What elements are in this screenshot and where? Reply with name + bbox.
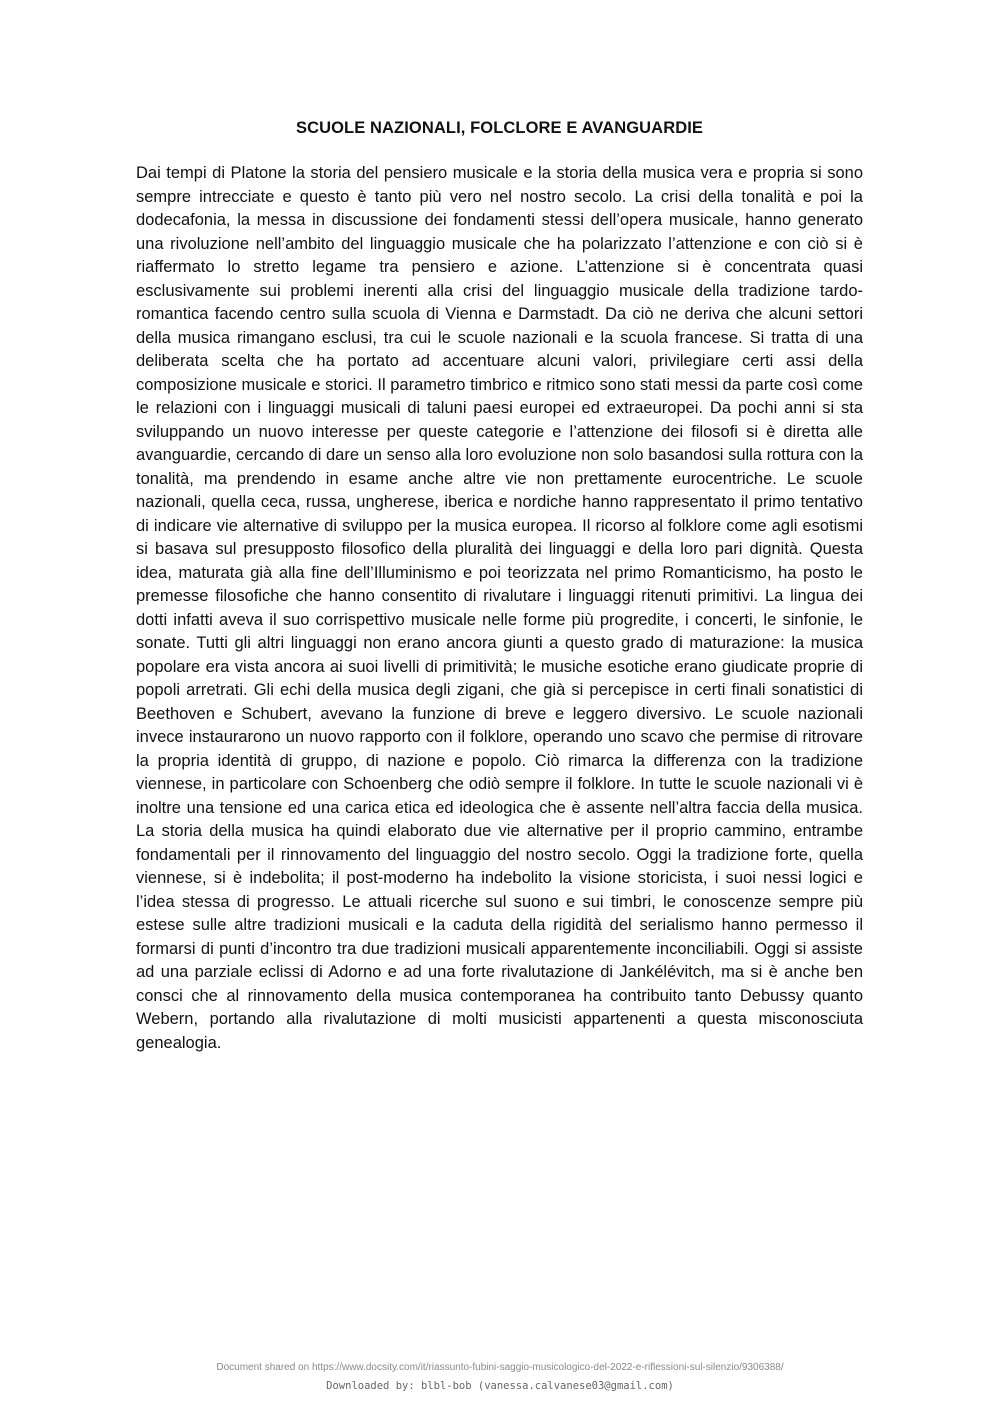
document-title: SCUOLE NAZIONALI, FOLCLORE E AVANGUARDIE [295, 119, 704, 137]
body-paragraph: Dai tempi di Platone la storia del pensiero musicale e la storia della musica vera e propria si sono sempre intrecciate e questo è tanto più vero nel nostro secolo. La crisi della tonalità e poi la dodecafonia, la messa in discussione dei fondamenti stessi dell’opera musicale, hanno generato una rivoluzione nell’ambito del linguaggio musicale che ha polarizzato l’attenzione e con ciò si è riaffermato lo stretto legame tra pensiero e azione. L’attenzione si è concentrata quasi esclusivamente sui problemi inerenti alla crisi del linguaggio musicale della tradizione tardo-romantica facendo centro sulla scuola di Vienna e Darmstadt. Da ciò ne deriva che alcuni settori della musica rimangano esclusi, tra cui le scuole nazionali e la scuola francese. Si tratta di una deliberata scelta che ha portato ad accentuare alcuni valori, privilegiare certi assi della composizione musicale e storici. Il parametro timbrico e ritmico sono stati messi da parte così come le relazioni con i linguaggi musicali di taluni paesi europei ed extraeuropei. Da pochi anni si sta sviluppando un nuovo interesse per queste categorie e l’attenzione dei filosofi si è diretta alle avanguardie, cercando di dare un senso alla loro evoluzione non solo basandosi sulla rottura con la tonalità, ma prendendo in esame anche altre vie non prettamente eurocentriche. Le scuole nazionali, quella ceca, russa, ungherese, iberica e nordiche hanno rappresentato il primo tentativo di indicare vie alternative di sviluppo per la musica europea. Il ricorso al folklore come agli esotismi si basava sul presupposto filosofico della pluralità dei linguaggi e della loro pari dignità. Questa idea, maturata già alla fine dell’Illuminismo e poi teorizzata nel primo Romanticismo, ha posto le premesse filosofiche che hanno consentito di rivalutare i linguaggi ritenuti primitivi. La lingua dei dotti infatti aveva il suo corrispettivo musicale nelle forme più progredite, i concerti, le sinfonie, le sonate. Tutti gli altri linguaggi non erano ancora giunti a questo grado di maturazione: la musica popolare era vista ancora ai suoi livelli di primitività; le musiche esotiche erano giudicate proprie di popoli arretrati. Gli echi della musica degli zigani, che già si percepisce in certi finali sonatistici di Beethoven e Schubert, avevano la funzione di breve e leggero diversivo. Le scuole nazionali invece instaurarono un nuovo rapporto con il folklore, operando uno scavo che permise di ritrovare la propria identità di gruppo, di nazione e popolo. Ciò rimarca la differenza con la tradizione viennese, in particolare con Schoenberg che odiò sempre il folklore. In tutte le scuole nazionali vi è inoltre una tensione ed una carica etica ed ideologica che è assente nell’altra faccia della musica. La storia della musica ha quindi elaborato due vie alternative per il proprio cammino, entrambe fondamentali per il rinnovamento del linguaggio del nostro secolo. Oggi la tradizione forte, quella viennese, si è indebolita; il post-moderno ha indebolito la visione storicista, i suoi nessi logici e l’idea stessa di progresso. Le attuali ricerche sul suono e sui timbri, le conoscenze sempre più estese sulle altre tradizioni musicali e la caduta della rigidità del serialismo hanno permesso il formarsi di punti d’incontro tra due tradizioni musicali apparentemente inconciliabili. Oggi si assiste ad una parziale eclissi di Adorno e ad una forte rivalutazione di Jankélévitch, ma si è anche ben consci che al rinnovamento della musica contemporanea ha contribuito tanto Debussy quanto Webern, portando alla rivalutazione di molti musicisti appartenenti a questa misconosciuta genealogia. [136, 164, 863, 1052]
footer-shared-link[interactable]: Document shared on https://www.docsity.com/it/riassunto-fubini-saggio-musicologico-del-2022-e-riflessioni-sul-silenzio/9306388/ [216, 1362, 784, 1373]
footer-download-info: Downloaded by: blbl-bob (vanessa.calvanese03@gmail.com) [326, 1380, 674, 1392]
